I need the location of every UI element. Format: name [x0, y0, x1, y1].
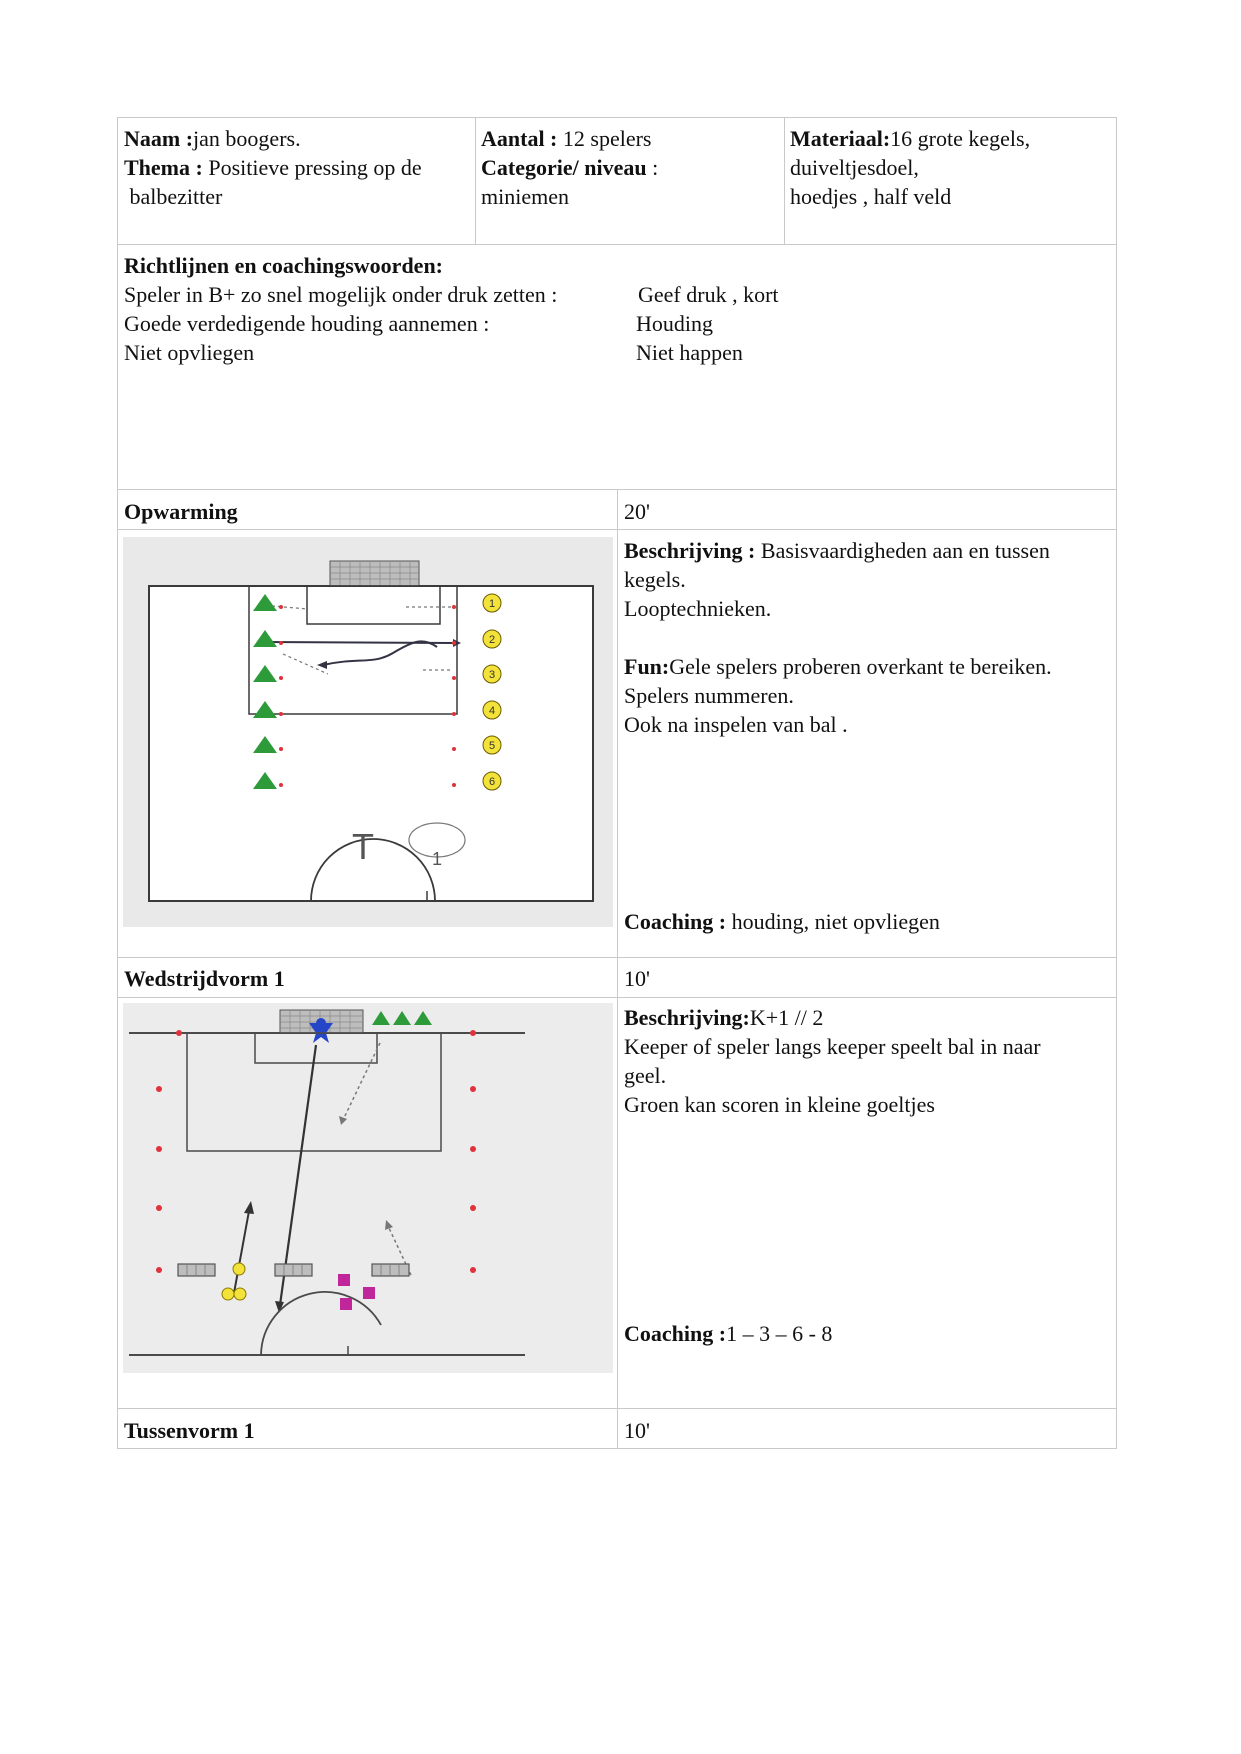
beschrijving-line-2: kegels. — [624, 567, 686, 592]
beschrijving-line — [624, 1003, 1112, 1032]
bubble-number: 1 — [431, 849, 443, 869]
categorie-sep: : — [646, 155, 659, 180]
trainer-letter: T — [352, 826, 374, 867]
beschrijving-line-3: Looptechnieken. — [624, 596, 772, 621]
richtlijnen-left: Niet opvliegen — [124, 340, 255, 365]
coaching-label: Coaching : — [624, 1321, 727, 1346]
wedstrijdvorm-description — [624, 1003, 1112, 1119]
fun-line-3: Ook na inspelen van bal . — [624, 712, 848, 737]
player-number: 6 — [488, 776, 496, 788]
richtlijnen-row — [124, 309, 1109, 338]
naam-line — [124, 124, 469, 153]
wedstrijdvorm-coaching — [624, 1319, 832, 1348]
beschrijving-value: K+1 // 2 — [749, 1005, 824, 1030]
player-number: 2 — [488, 634, 496, 646]
materiaal-label: Materiaal: — [790, 126, 891, 151]
fun-line-2: Spelers nummeren. — [624, 683, 794, 708]
coaching-label: Coaching : — [624, 909, 727, 934]
beschrijving-label: Beschrijving: — [624, 1005, 750, 1030]
coaching-value: houding, niet opvliegen — [726, 909, 940, 934]
thema-line — [124, 153, 469, 182]
categorie-value: miniemen — [481, 184, 569, 209]
richtlijnen-right: Geef druk , kort — [638, 282, 779, 307]
tussenvorm-title: Tussenvorm 1 — [124, 1418, 255, 1443]
fun-line — [624, 652, 1112, 681]
richtlijnen-right: Niet happen — [636, 340, 743, 365]
materiaal-cell — [790, 124, 1110, 211]
aantal-categorie-cell — [481, 124, 781, 211]
aantal-line — [481, 124, 781, 153]
opwarming-coaching — [624, 907, 940, 936]
coaching-value: 1 – 3 – 6 - 8 — [726, 1321, 833, 1346]
materiaal-value-2: duiveltjesdoel, — [790, 155, 919, 180]
categorie-line — [481, 153, 781, 182]
player-number: 1 — [488, 598, 496, 610]
wedstrijdvorm-field-svg — [123, 1003, 613, 1373]
beschrijving-line-4: Groen kan scoren in kleine goeltjes — [624, 1092, 935, 1117]
materiaal-value-3: hoedjes , half veld — [790, 184, 952, 209]
beschrijving-value: Basisvaardigheden aan en tussen — [755, 538, 1050, 563]
richtlijnen-right: Houding — [636, 311, 713, 336]
richtlijnen-cell — [124, 251, 1109, 367]
materiaal-value-1: 16 grote kegels, — [890, 126, 1031, 151]
richtlijnen-left: Goede verdedigende houding aannemen : — [124, 311, 490, 336]
fun-label: Fun: — [624, 654, 670, 679]
opwarming-field-svg — [123, 537, 613, 927]
categorie-label: Categorie/ niveau — [481, 155, 647, 180]
thema-label: Thema : — [124, 155, 203, 180]
thema-line-2: balbezitter — [124, 184, 223, 209]
thema-value: Positieve pressing op de — [202, 155, 422, 180]
cones — [372, 1011, 432, 1025]
naam-thema-cell — [124, 124, 469, 211]
player-number: 3 — [488, 669, 496, 681]
beschrijving-label: Beschrijving : — [624, 538, 756, 563]
richtlijnen-title: Richtlijnen en coachingswoorden: — [124, 253, 443, 278]
fun-value: Gele spelers proberen overkant te bereiken. — [669, 654, 1052, 679]
naam-label: Naam : — [124, 126, 194, 151]
opwarming-duration: 20' — [624, 499, 650, 524]
beschrijving-line-3: geel. — [624, 1063, 667, 1088]
materiaal-line — [790, 124, 1110, 153]
opwarming-description — [624, 536, 1112, 739]
richtlijnen-left: Speler in B+ zo snel mogelijk onder druk zetten : — [124, 282, 558, 307]
richtlijnen-row — [124, 338, 1109, 367]
diagram-background — [123, 1003, 613, 1373]
beschrijving-line — [624, 536, 1112, 565]
wedstrijdvorm-diagram — [123, 1003, 613, 1373]
goal-net — [330, 561, 419, 586]
opwarming-diagram — [123, 537, 613, 927]
opwarming-title: Opwarming — [124, 499, 238, 524]
player-number: 4 — [488, 705, 496, 717]
naam-value: jan boogers. — [193, 126, 301, 151]
wedstrijdvorm-duration: 10' — [624, 966, 650, 991]
tussenvorm-duration: 10' — [624, 1418, 650, 1443]
aantal-value: 12 spelers — [557, 126, 652, 151]
player-number: 5 — [488, 740, 496, 752]
small-goals — [178, 1264, 409, 1276]
beschrijving-line-2: Keeper of speler langs keeper speelt bal in naar — [624, 1034, 1041, 1059]
richtlijnen-row — [124, 280, 1109, 309]
aantal-label: Aantal : — [481, 126, 558, 151]
wedstrijdvorm-title: Wedstrijdvorm 1 — [124, 966, 285, 991]
